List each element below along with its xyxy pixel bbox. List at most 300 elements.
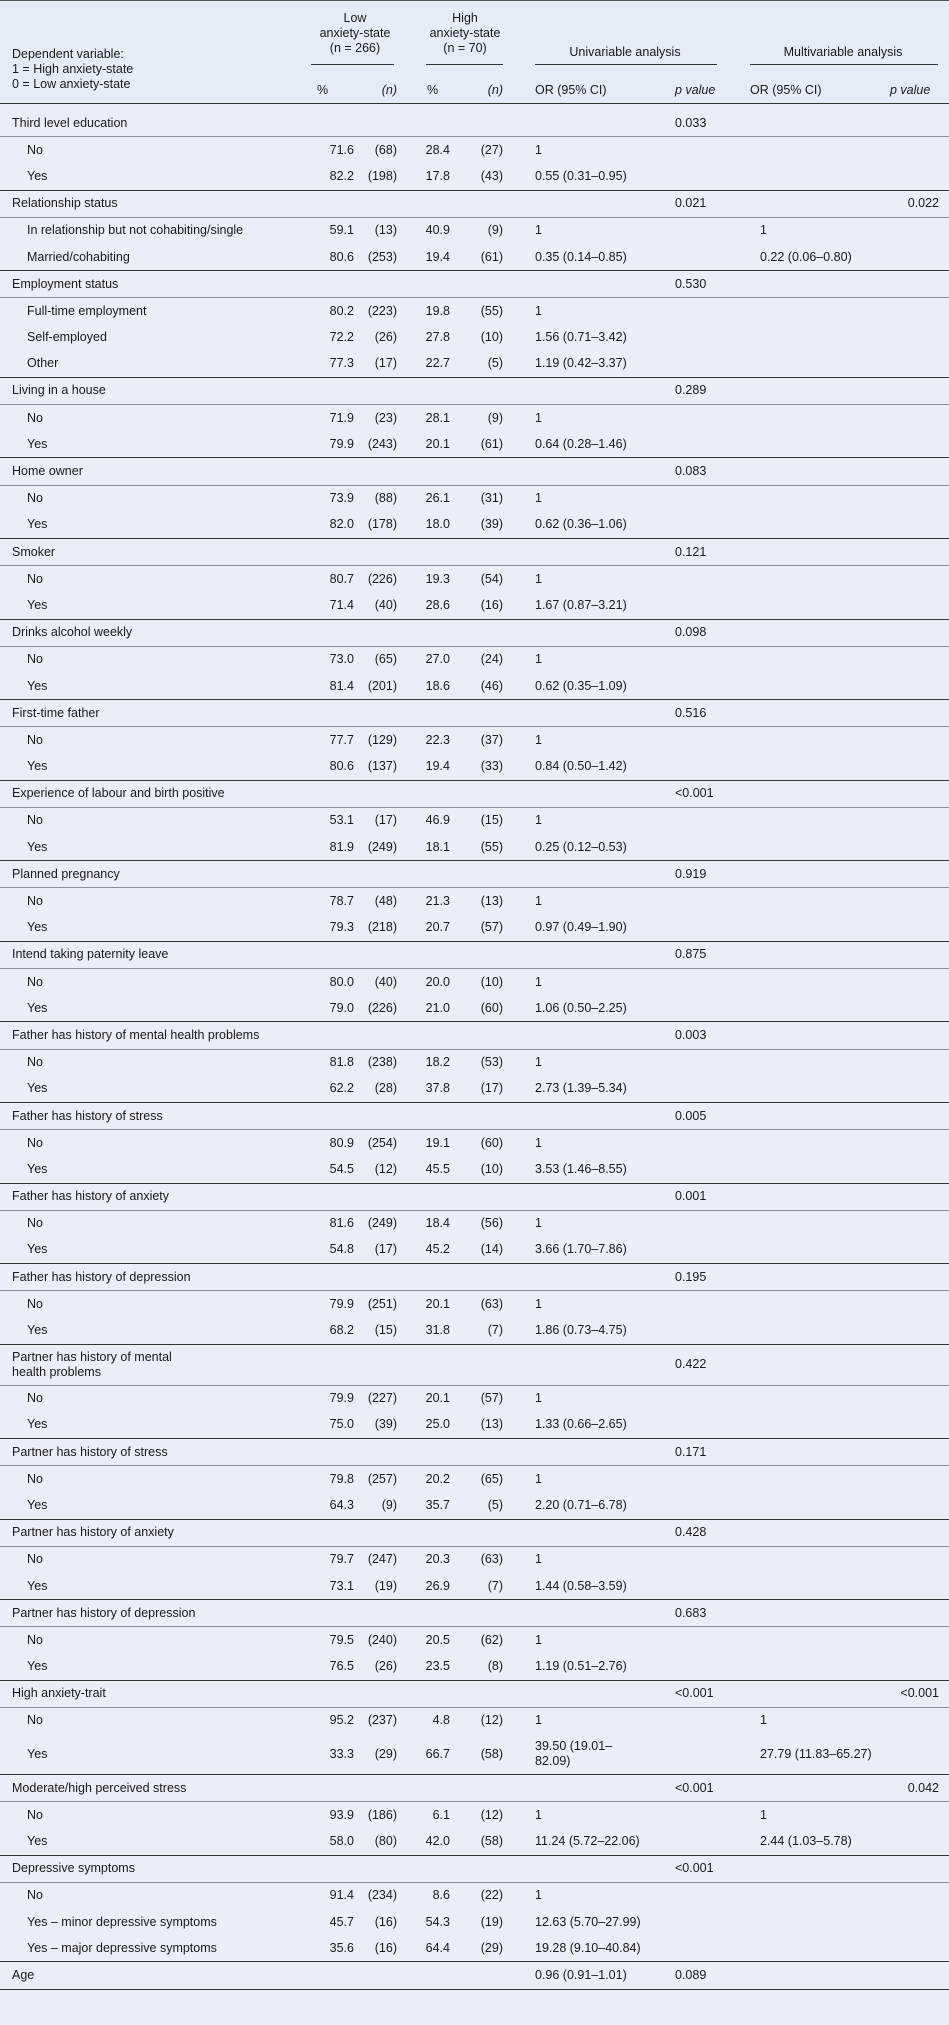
multi-p [900,351,949,378]
table-row [0,646,949,673]
spacer [745,834,760,861]
spacer [745,592,760,619]
multi-or [760,539,900,566]
multi-or [760,1855,900,1882]
spacer [503,485,535,512]
spacer [745,1492,760,1519]
row-label: No [27,1391,43,1406]
spacer [745,1680,760,1707]
spacer [745,1076,760,1103]
uni-or [535,941,675,968]
high-pct: 35.7 [397,1492,450,1519]
multi-p [900,1962,949,1989]
multi-p [900,1210,949,1237]
low-pct: 80.6 [304,754,354,781]
uni-or: 1 [535,223,542,238]
dep-var-line3: 0 = Low anxiety-state [12,77,131,91]
category-row [0,1962,949,1989]
low-n: (226) [367,571,397,586]
uni-p [675,485,745,512]
low-pct: 54.8 [304,1237,354,1264]
low-n: (65) [374,652,397,667]
high-group-n: (n = 70) [443,41,487,55]
multi-p: <0.001 [900,1680,949,1707]
low-pct: 62.2 [304,1076,354,1103]
multi-or [760,458,900,485]
low-pct: 54.5 [304,1156,354,1183]
multi-p [900,1183,949,1210]
high-n: (31) [480,491,503,506]
low-n: (15) [354,1317,397,1344]
spacer [745,1519,760,1546]
multi-or [760,405,900,432]
high-n [450,458,503,485]
low-n: (17) [354,1237,397,1264]
multi-or [760,780,900,807]
table-row [0,217,949,244]
uni-p: 0.121 [675,539,745,566]
row-label: Yes [0,834,304,861]
uni-p [675,325,745,351]
low-n [354,1680,397,1707]
uni-p [675,834,745,861]
uni-p [675,1627,745,1654]
high-n: (7) [450,1317,503,1344]
spacer [745,780,760,807]
uni-or [535,539,675,566]
row-label: Yes [0,915,304,942]
low-pct: 79.0 [304,995,354,1022]
row-label: No [27,1552,43,1567]
spacer [745,1102,760,1129]
high-pct: 20.2 [425,1471,450,1486]
high-n [450,941,503,968]
category-row [0,619,949,646]
table-row [0,1734,949,1775]
uni-p [675,1076,745,1103]
high-n: (60) [450,995,503,1022]
table-row [0,1466,949,1493]
low-n: (178) [354,512,397,539]
spacer [503,377,535,404]
table-row [0,1412,949,1439]
row-label: Moderate/high perceived stress [0,1775,304,1802]
table-row [0,1935,949,1962]
multi-or: 0.22 (0.06–0.80) [760,244,900,271]
table-row [0,673,949,700]
multi-or: 27.79 (11.83–65.27) [760,1734,900,1775]
table-row [0,834,949,861]
multi-p [900,1156,949,1183]
multi-or [760,566,900,593]
spacer [503,1492,535,1519]
spacer [503,1828,535,1855]
multi-p [900,1734,949,1775]
low-n [354,1022,397,1049]
multi-p [900,1022,949,1049]
multi-or [760,271,900,298]
multi-or: 1 [760,1713,767,1728]
row-label: Relationship status [0,190,304,217]
row-label: Yes [0,1412,304,1439]
low-pct [304,780,354,807]
category-row [0,1183,949,1210]
spacer [745,137,760,164]
spacer [745,1412,760,1439]
spacer [503,271,535,298]
low-pct: 58.0 [304,1828,354,1855]
low-n: (80) [354,1828,397,1855]
uni-or: 11.24 (5.72–22.06) [535,1828,675,1855]
high-n: (8) [450,1654,503,1681]
low-pct: 80.9 [329,1135,354,1150]
high-pct: 19.3 [425,571,450,586]
spacer [745,915,760,942]
spacer [503,1654,535,1681]
low-pct: 82.0 [304,512,354,539]
multi-p [900,566,949,593]
multi-p [900,512,949,539]
row-label: Drinks alcohol weekly [0,619,304,646]
high-pct [397,619,450,646]
spacer [503,1734,535,1775]
multi-or [760,1519,900,1546]
low-n: (26) [354,1654,397,1681]
row-label: Father has history of mental health problems [0,1022,304,1049]
uni-or: 0.25 (0.12–0.53) [535,834,675,861]
high-n: (12) [480,1713,503,1728]
row-label: No [27,1216,43,1231]
spacer [745,271,760,298]
high-group-rule [426,64,503,65]
uni-or: 1 [535,1632,542,1647]
row-label: Intend taking paternity leave [0,941,304,968]
univariable-rule [535,64,717,65]
low-n: (227) [367,1391,397,1406]
high-pct: 20.3 [425,1552,450,1567]
multi-p [900,861,949,888]
low-pct: 95.2 [329,1713,354,1728]
multi-or [760,834,900,861]
high-pct: 27.8 [425,330,450,345]
uni-or [535,780,675,807]
high-pct: 64.4 [397,1935,450,1962]
high-pct: 28.6 [397,592,450,619]
multi-or [760,1573,900,1600]
row-label: Yes – minor depressive symptoms [27,1914,217,1929]
multi-or [760,485,900,512]
multi-p [900,1049,949,1076]
uni-p: 0.428 [675,1519,745,1546]
uni-or: 1 [535,732,542,747]
row-label: Age [0,1962,304,1989]
low-pct: 35.6 [304,1935,354,1962]
category-row [0,1855,949,1882]
multi-p [900,1412,949,1439]
uni-p: 0.422 [675,1344,745,1385]
low-pct: 80.2 [329,303,354,318]
multi-or: 1 [760,223,767,238]
spacer [503,137,535,164]
high-pct: 46.9 [425,813,450,828]
high-pct [397,110,450,137]
low-n [354,941,397,968]
spacer [745,1802,760,1829]
multi-p [900,646,949,673]
multi-p [900,1600,949,1627]
uni-or [535,1264,675,1291]
multi-or [760,1210,900,1237]
high-n [450,1183,503,1210]
spacer [503,1412,535,1439]
high-pct [397,458,450,485]
uni-or: 1.67 (0.87–3.21) [535,592,675,619]
row-label: No [27,652,43,667]
uni-p: 0.083 [675,458,745,485]
row-label: Partner has history of anxiety [0,1519,304,1546]
multi-or [760,995,900,1022]
multi-p [900,754,949,781]
category-row [0,700,949,727]
table-row [0,1210,949,1237]
low-n: (129) [367,732,397,747]
row-label: Yes [0,754,304,781]
uni-p [675,673,745,700]
low-pct [304,190,354,217]
spacer [503,619,535,646]
row-label: Yes [0,1317,304,1344]
low-n: (247) [367,1552,397,1567]
multi-or [760,1264,900,1291]
dependent-variable-label [12,47,133,92]
uni-p [675,888,745,915]
spacer [745,1385,760,1412]
low-n [354,1344,397,1385]
row-label: Partner has history of depression [0,1600,304,1627]
spacer [503,1882,535,1909]
uni-p: 0.021 [675,190,745,217]
multi-p [900,377,949,404]
uni-or: 3.53 (1.46–8.55) [535,1156,675,1183]
low-n: (237) [367,1713,397,1728]
spacer [503,1076,535,1103]
spacer [745,1156,760,1183]
spacer [745,298,760,325]
table-row [0,1492,949,1519]
spacer [745,431,760,458]
row-label: No [27,894,43,909]
multi-or [760,1775,900,1802]
uni-or: 19.28 (9.10–40.84) [535,1935,675,1962]
low-n [354,1855,397,1882]
spacer [745,619,760,646]
multi-or [760,1439,900,1466]
low-n: (198) [354,163,397,190]
uni-or: 1 [535,303,542,318]
spacer [745,673,760,700]
spacer [745,351,760,378]
high-n [450,110,503,137]
low-n [354,539,397,566]
high-n: (65) [480,1471,503,1486]
high-pct [397,1775,450,1802]
category-row [0,1775,949,1802]
row-label: Yes [0,1573,304,1600]
col-low-pct: % [317,83,329,97]
uni-or: 3.66 (1.70–7.86) [535,1237,675,1264]
low-n: (17) [354,351,397,378]
spacer [503,646,535,673]
low-n: (218) [354,915,397,942]
uni-or: 1 [535,1807,542,1822]
row-label: First-time father [0,700,304,727]
high-pct [397,1264,450,1291]
spacer [745,1600,760,1627]
multi-p [900,1102,949,1129]
uni-p [675,1210,745,1237]
low-pct [304,1102,354,1129]
spacer [745,727,760,754]
row-label: Married/cohabiting [0,244,304,271]
low-pct: 91.4 [329,1888,354,1903]
spacer [745,1855,760,1882]
uni-or [535,1519,675,1546]
multi-or [760,1130,900,1157]
uni-or [535,1439,675,1466]
high-n: (60) [480,1135,503,1150]
uni-or: 1 [535,1552,542,1567]
row-label: Yes [0,163,304,190]
high-n [450,1600,503,1627]
low-pct: 73.9 [329,491,354,506]
multi-p [900,244,949,271]
high-n [450,861,503,888]
uni-or: 39.50 (19.01–82.09) [535,1734,675,1775]
uni-p [675,1882,745,1909]
uni-p: 0.033 [675,110,745,137]
spacer [503,1600,535,1627]
uni-p [675,1935,745,1962]
multi-or [760,110,900,137]
high-pct: 23.5 [397,1654,450,1681]
high-n: (15) [480,813,503,828]
col-multi-or: OR (95% CI) [750,83,822,97]
spacer [503,1855,535,1882]
multi-p [900,137,949,164]
high-pct: 22.3 [425,732,450,747]
high-n: (63) [480,1296,503,1311]
low-n: (243) [354,431,397,458]
low-pct: 79.7 [329,1552,354,1567]
spacer [745,458,760,485]
high-n: (53) [480,1055,503,1070]
multi-or [760,619,900,646]
uni-or: 1 [535,142,542,157]
spacer [503,969,535,996]
uni-or: 0.84 (0.50–1.42) [535,754,675,781]
spacer [503,1291,535,1318]
table-row [0,592,949,619]
spacer [503,163,535,190]
spacer [745,941,760,968]
high-pct [397,190,450,217]
multi-p [900,834,949,861]
spacer [745,700,760,727]
multi-p [900,1439,949,1466]
row-label: High anxiety-trait [0,1680,304,1707]
high-n: (9) [487,410,503,425]
spacer [745,995,760,1022]
multi-or [760,512,900,539]
col-high-n: (n) [487,83,503,97]
high-pct [397,1855,450,1882]
spacer [745,1264,760,1291]
multi-p [900,673,949,700]
row-label: Living in a house [0,377,304,404]
high-pct: 66.7 [397,1734,450,1775]
multi-p [900,485,949,512]
spacer [503,1627,535,1654]
low-pct: 72.2 [329,330,354,345]
table-row [0,1802,949,1829]
uni-or [535,1775,675,1802]
low-n: (28) [354,1076,397,1103]
row-label: No [27,142,43,157]
high-n: (7) [450,1573,503,1600]
uni-or: 1 [535,1888,542,1903]
high-pct: 40.9 [425,223,450,238]
table-row [0,1882,949,1909]
low-n: (29) [354,1734,397,1775]
uni-p [675,1156,745,1183]
multi-or [760,1680,900,1707]
high-group-line2: anxiety-state [429,26,501,40]
low-pct: 81.8 [329,1055,354,1070]
table-row [0,405,949,432]
low-pct: 76.5 [304,1654,354,1681]
spacer [745,244,760,271]
high-pct: 20.0 [425,974,450,989]
row-label: Father has history of anxiety [0,1183,304,1210]
uni-p [675,1492,745,1519]
spacer [745,1439,760,1466]
high-n: (16) [450,592,503,619]
high-n: (14) [450,1237,503,1264]
table-header [0,0,949,104]
high-pct [397,700,450,727]
table-row [0,1385,949,1412]
uni-p [675,566,745,593]
uni-or [535,110,675,137]
low-pct: 71.9 [329,410,354,425]
multi-p [900,1344,949,1385]
low-pct: 79.3 [304,915,354,942]
row-label: Yes [0,1828,304,1855]
multi-or [760,861,900,888]
multi-or: 1 [760,1807,767,1822]
spacer [503,995,535,1022]
spacer [503,1573,535,1600]
dep-var-line2: 1 = High anxiety-state [12,62,134,76]
low-group-n: (n = 266) [329,41,381,55]
high-pct: 18.4 [425,1216,450,1231]
row-label: Yes [0,1076,304,1103]
spacer [503,1022,535,1049]
uni-or: 1 [535,1471,542,1486]
multi-p: 0.022 [900,190,949,217]
table-row [0,431,949,458]
low-n: (257) [367,1471,397,1486]
